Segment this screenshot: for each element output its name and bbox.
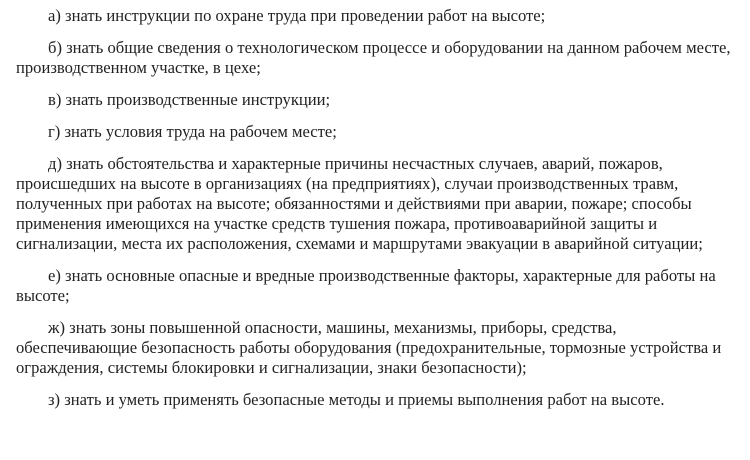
paragraph-d: д) знать обстоятельства и характерные причины несчастных случаев, аварий, пожаров, происшедших на высоте в организациях (на предприятиях), случаи производственных травм, полученных при работах на высоте; обязанностями и действиями при аварии, пожаре; способы применения имеющихся на участке средств тушения пожара, противоаварийной защиты и сигнализации, места их расположения, схемами и маршрутами эвакуации в аварийной ситуации; (16, 154, 703, 253)
paragraph-g: г) знать условия труда на рабочем месте; (48, 122, 337, 141)
paragraph-v: в) знать производственные инструкции; (48, 90, 331, 109)
paragraph-z: з) знать и уметь применять безопасные методы и приемы выполнения работ на высоте. (48, 390, 665, 409)
paragraph-e: е) знать основные опасные и вредные производственные факторы, характерные для работы на высоте; (16, 266, 716, 305)
paragraph-zh: ж) знать зоны повышенной опасности, машины, механизмы, приборы, средства, обеспечивающие безопасность работы оборудования (предохранительные, тормозные устройства и ограждения, системы блокировки и сигнализации, знаки безопасности); (16, 318, 722, 377)
paragraph-a: а) знать инструкции по охране труда при проведении работ на высоте; (48, 6, 546, 25)
paragraph-b: б) знать общие сведения о технологическом процессе и оборудовании на данном рабочем месте, производственном участке, в цехе; (16, 38, 731, 77)
